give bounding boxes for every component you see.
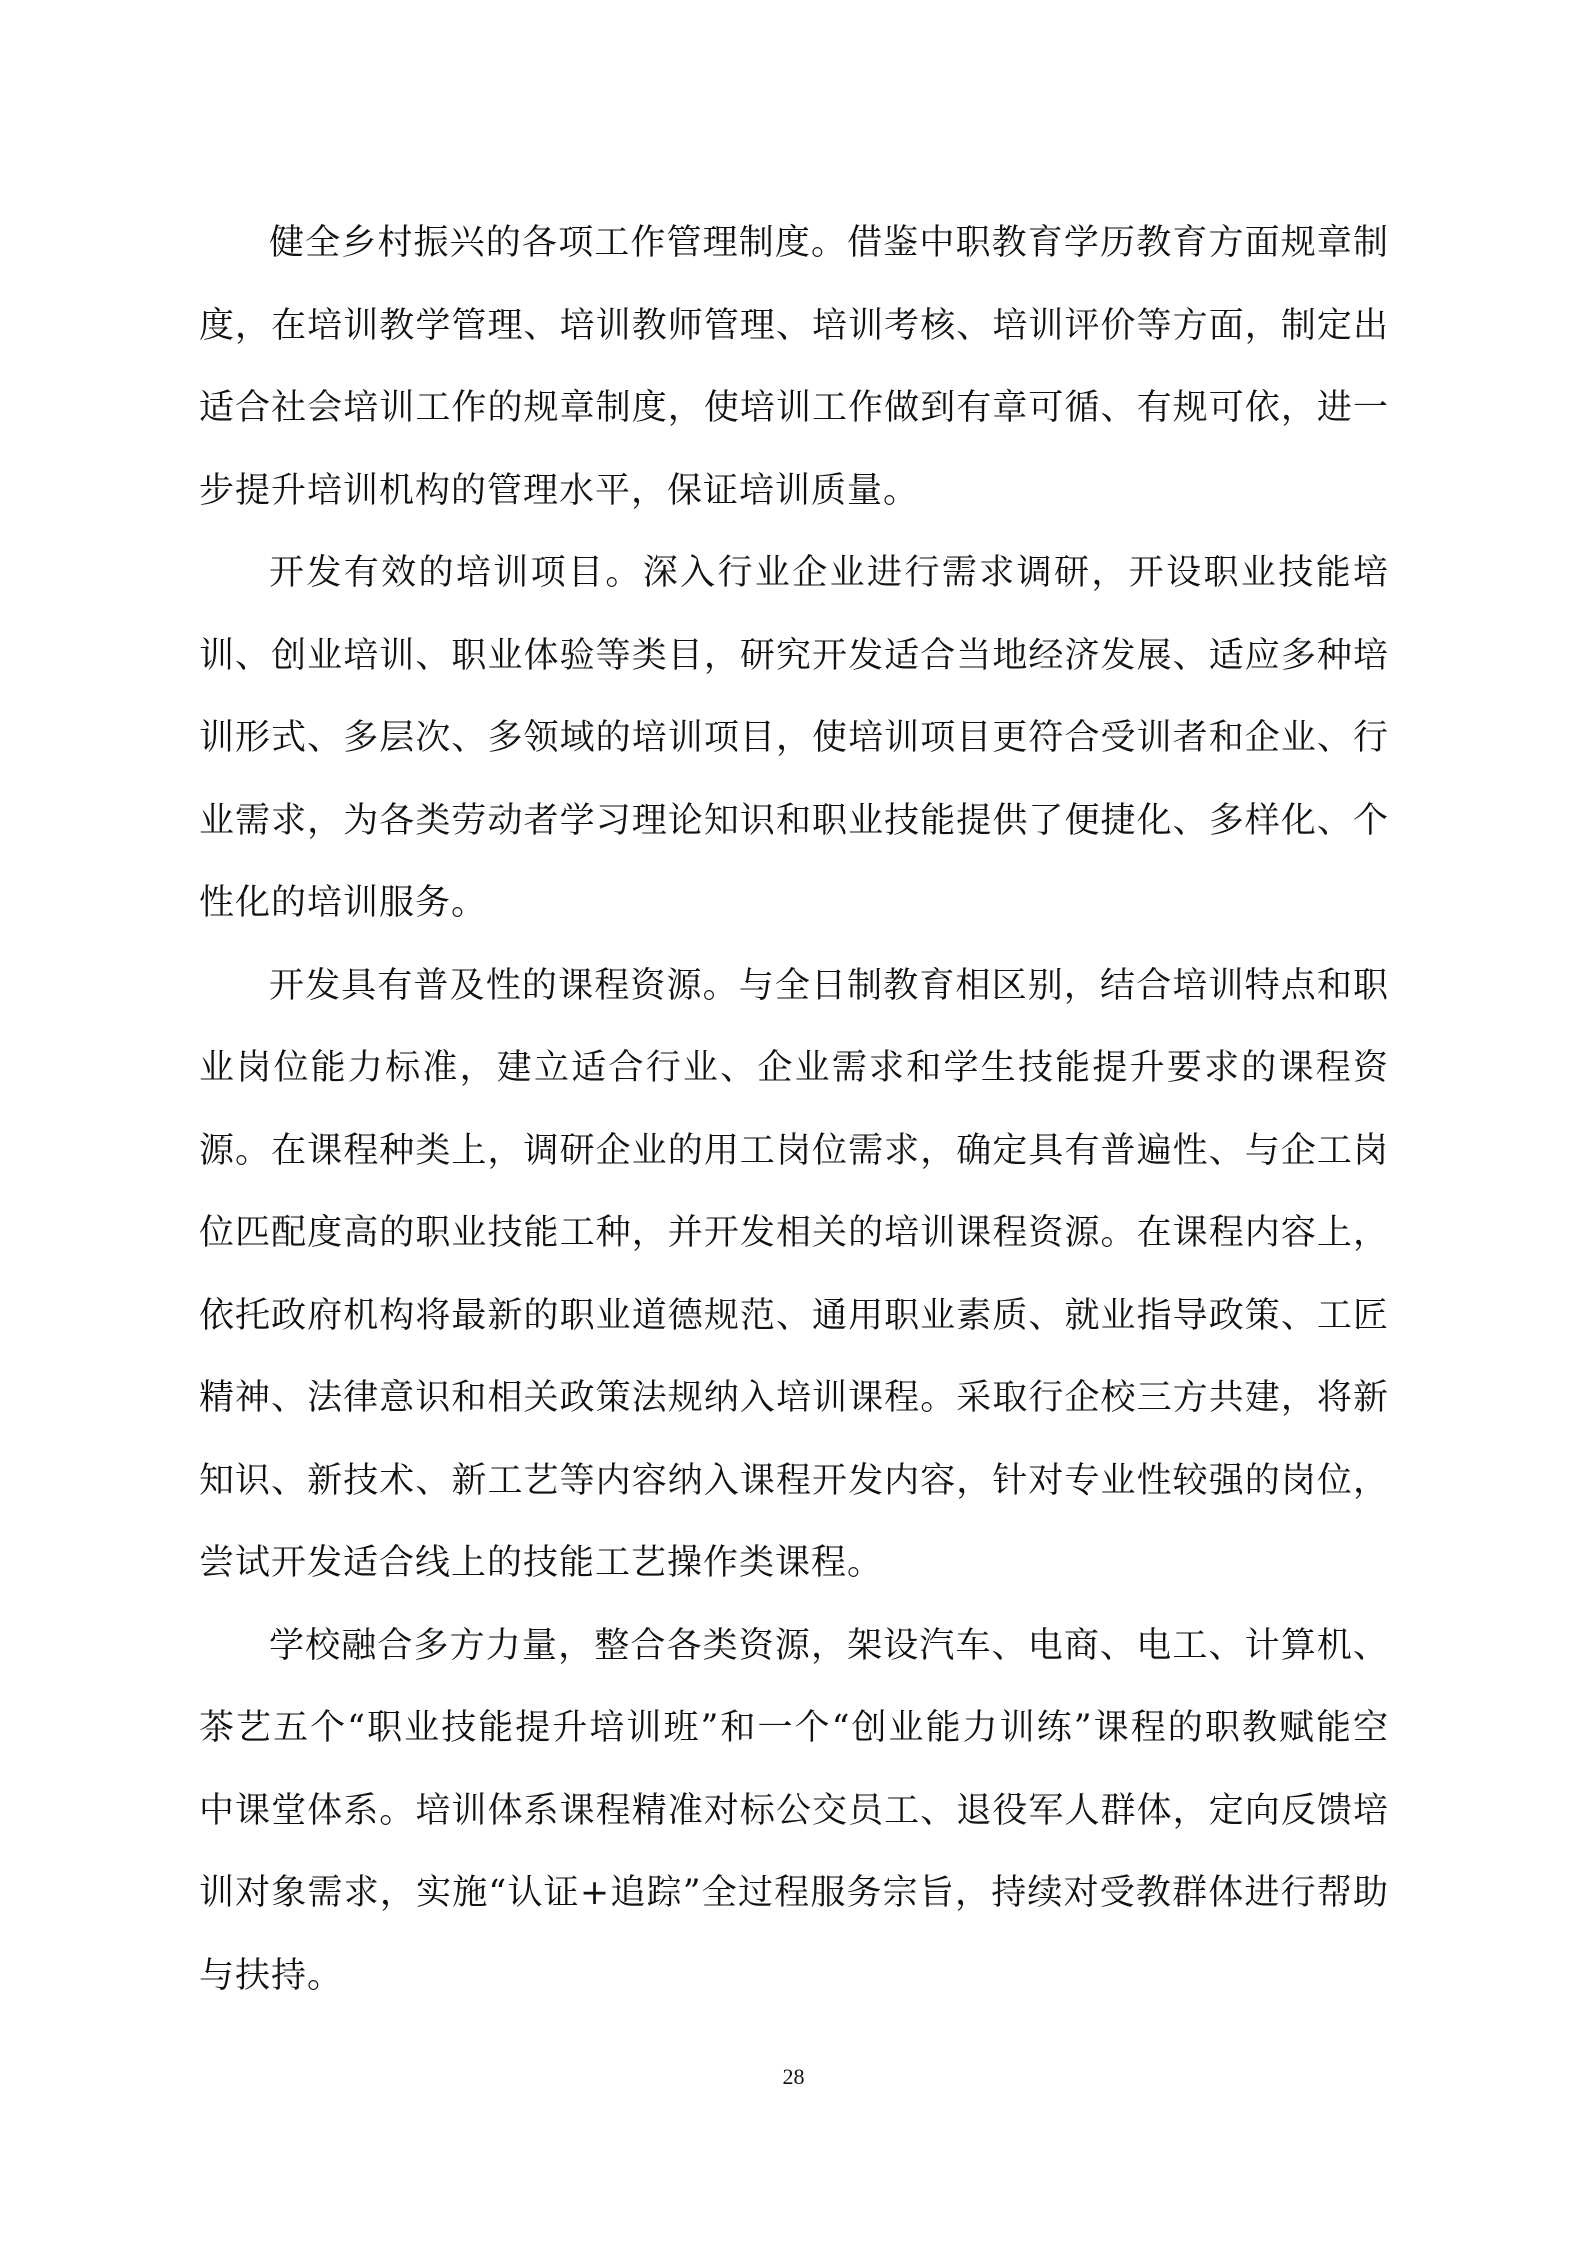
paragraph-course-resources: 开发具有普及性的课程资源。与全日制教育相区别，结合培训特点和职业岗位能力标准，建立适合行业、企业需求和学生技能提升要求的课程资源。在课程种类上，调研企业的用工岗位需求，确定具有普遍性、与企工岗位匹配度高的职业技能工种，并开发相关的培训课程资源。在课程内容上，依托政府机构将最新的职业道德规范、通用职业素质、就业指导政策、工匠精神、法律意识和相关政策法规纳入培训课程。采取行企校三方共建，将新知识、新技术、新工艺等内容纳入课程开发内容，针对专业性较强的岗位，尝试开发适合线上的技能工艺操作类课程。 bbox=[199, 965, 1389, 1583]
page-number: 28 bbox=[782, 2064, 805, 2089]
paragraph-management-system: 健全乡村振兴的各项工作管理制度。借鉴中职教育学历教育方面规章制度，在培训教学管理、培训教师管理、培训考核、培训评价等方面，制定出适合社会培训工作的规章制度，使培训工作做到有章可循、有规可依，进一步提升培训机构的管理水平，保证培训质量。 bbox=[199, 223, 1389, 511]
paragraph-air-classroom: 学校融合多方力量，整合各类资源，架设汽车、电商、电工、计算机、茶艺五个“职业技能提升培训班”和一个“创业能力训练”课程的职教赋能空中课堂体系。培训体系课程精准对标公交员工、退役军人群体，定向反馈培训对象需求，实施“认证+追踪”全过程服务宗旨，持续对受教群体进行帮助与扶持。 bbox=[199, 1625, 1389, 1996]
body-text bbox=[199, 202, 1389, 2017]
paragraph-training-projects: 开发有效的培训项目。深入行业企业进行需求调研，开设职业技能培训、创业培训、职业体验等类目，研究开发适合当地经济发展、适应多种培训形式、多层次、多领域的培训项目，使培训项目更符合受训者和企业、行业需求，为各类劳动者学习理论知识和职业技能提供了便捷化、多样化、个性化的培训服务。 bbox=[199, 553, 1389, 923]
